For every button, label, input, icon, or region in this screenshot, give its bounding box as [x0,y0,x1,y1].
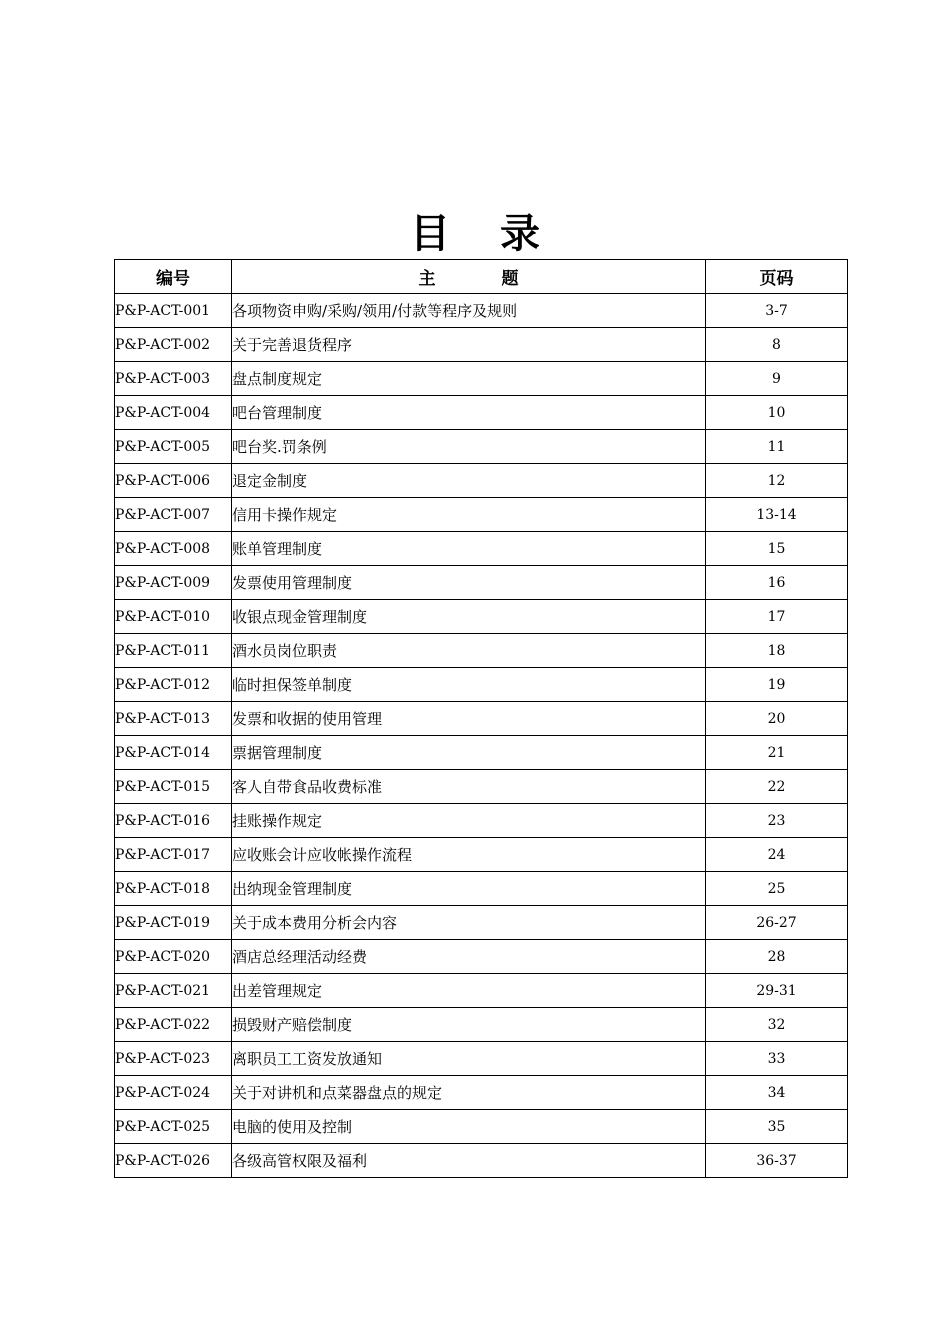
row-subject: 吧台奖.罚条例 [232,430,706,464]
row-page: 16 [706,566,848,600]
table-row [115,1076,848,1110]
column-header-subject [232,260,706,294]
row-code: P&P-ACT-006 [115,464,232,498]
row-page: 32 [706,1008,848,1042]
row-code: P&P-ACT-009 [115,566,232,600]
row-page: 20 [706,702,848,736]
row-page: 8 [706,328,848,362]
row-subject: 账单管理制度 [232,532,706,566]
row-page: 17 [706,600,848,634]
row-page: 25 [706,872,848,906]
row-page: 12 [706,464,848,498]
row-subject: 出纳现金管理制度 [232,872,706,906]
table-row [115,668,848,702]
table-row [115,940,848,974]
table-row [115,872,848,906]
row-subject: 关于对讲机和点菜器盘点的规定 [232,1076,706,1110]
row-page: 22 [706,770,848,804]
row-page: 28 [706,940,848,974]
row-page: 35 [706,1110,848,1144]
row-page: 36-37 [706,1144,848,1178]
row-code: P&P-ACT-022 [115,1008,232,1042]
row-code: P&P-ACT-011 [115,634,232,668]
row-subject: 出差管理规定 [232,974,706,1008]
page-title: 目 录 [410,211,558,257]
row-subject: 票据管理制度 [232,736,706,770]
table-row [115,532,848,566]
row-subject: 发票和收据的使用管理 [232,702,706,736]
row-code: P&P-ACT-001 [115,294,232,328]
table-row [115,1110,848,1144]
row-code: P&P-ACT-008 [115,532,232,566]
row-page: 23 [706,804,848,838]
row-subject: 酒店总经理活动经费 [232,940,706,974]
row-code: P&P-ACT-019 [115,906,232,940]
row-page: 24 [706,838,848,872]
toc-table [114,259,848,1178]
table-row [115,430,848,464]
column-header-subject-label: 主 题 [418,269,549,289]
row-subject: 退定金制度 [232,464,706,498]
table-row [115,770,848,804]
row-subject: 盘点制度规定 [232,362,706,396]
row-code: P&P-ACT-010 [115,600,232,634]
table-row [115,1008,848,1042]
row-subject: 电脑的使用及控制 [232,1110,706,1144]
table-row [115,396,848,430]
row-subject: 临时担保签单制度 [232,668,706,702]
row-code: P&P-ACT-003 [115,362,232,396]
table-row [115,600,848,634]
table-row [115,566,848,600]
row-page: 9 [706,362,848,396]
row-code: P&P-ACT-007 [115,498,232,532]
row-page: 15 [706,532,848,566]
row-code: P&P-ACT-004 [115,396,232,430]
row-code: P&P-ACT-014 [115,736,232,770]
row-page: 34 [706,1076,848,1110]
table-row [115,1042,848,1076]
row-code: P&P-ACT-016 [115,804,232,838]
row-code: P&P-ACT-020 [115,940,232,974]
table-row [115,498,848,532]
table-row [115,974,848,1008]
table-row [115,294,848,328]
row-subject: 酒水员岗位职责 [232,634,706,668]
row-subject: 吧台管理制度 [232,396,706,430]
row-subject: 关于成本费用分析会内容 [232,906,706,940]
row-page: 21 [706,736,848,770]
row-page: 18 [706,634,848,668]
row-subject: 各级高管权限及福利 [232,1144,706,1178]
row-code: P&P-ACT-015 [115,770,232,804]
row-subject: 关于完善退货程序 [232,328,706,362]
row-page: 11 [706,430,848,464]
row-subject: 信用卡操作规定 [232,498,706,532]
table-row [115,736,848,770]
table-row [115,634,848,668]
table-row [115,1144,848,1178]
column-header-code: 编号 [115,260,232,294]
row-code: P&P-ACT-021 [115,974,232,1008]
row-page: 33 [706,1042,848,1076]
row-subject: 应收账会计应收帐操作流程 [232,838,706,872]
row-subject: 损毁财产赔偿制度 [232,1008,706,1042]
row-page: 13-14 [706,498,848,532]
row-code: P&P-ACT-005 [115,430,232,464]
row-page: 3-7 [706,294,848,328]
table-body [115,294,848,1178]
row-code: P&P-ACT-023 [115,1042,232,1076]
row-code: P&P-ACT-018 [115,872,232,906]
row-subject: 客人自带食品收费标准 [232,770,706,804]
table-row [115,702,848,736]
row-code: P&P-ACT-024 [115,1076,232,1110]
row-subject: 收银点现金管理制度 [232,600,706,634]
row-code: P&P-ACT-017 [115,838,232,872]
row-page: 10 [706,396,848,430]
row-subject: 各项物资申购/采购/领用/付款等程序及规则 [232,294,706,328]
row-page: 29-31 [706,974,848,1008]
table-row [115,906,848,940]
column-header-page: 页码 [706,260,848,294]
row-subject: 挂账操作规定 [232,804,706,838]
row-subject: 离职员工工资发放通知 [232,1042,706,1076]
row-code: P&P-ACT-013 [115,702,232,736]
row-code: P&P-ACT-025 [115,1110,232,1144]
row-code: P&P-ACT-002 [115,328,232,362]
table-row [115,362,848,396]
table-row [115,838,848,872]
table-row [115,464,848,498]
table-row [115,804,848,838]
table-header-row [115,260,848,294]
row-code: P&P-ACT-026 [115,1144,232,1178]
table-row [115,328,848,362]
row-page: 26-27 [706,906,848,940]
row-page: 19 [706,668,848,702]
row-code: P&P-ACT-012 [115,668,232,702]
row-subject: 发票使用管理制度 [232,566,706,600]
